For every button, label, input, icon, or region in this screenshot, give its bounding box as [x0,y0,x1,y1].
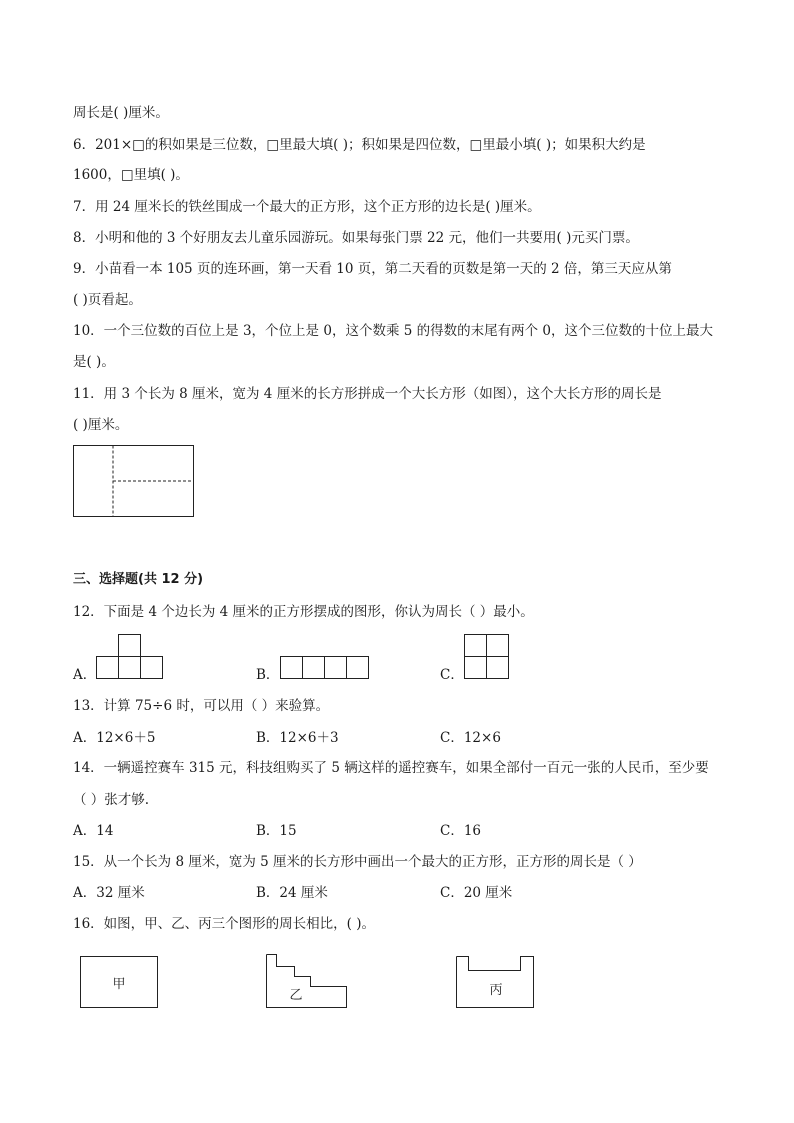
q12-figure-b [280,656,372,680]
q15-option-b[interactable]: B．24 厘米 [256,885,328,901]
q16-label-jia: 甲 [112,977,126,992]
q10-line1: 10．一个三位数的百位上是 3，个位上是 0，这个数乘 5 的得数的末尾有两个 0，这个三位数的十位上最大 [73,323,713,339]
q16-label-yi: 乙 [289,988,303,1003]
q12-option-b[interactable]: B． [256,667,280,683]
q16-label-bing: 丙 [489,983,503,998]
q11-rectangle-figure [73,445,195,517]
q6-line2: 1600，□里填( )。 [73,167,189,183]
q6-line1: 6．201×□的积如果是三位数，□里最大填( )；积如果是四位数，□里最小填( )；如果积大约是 [73,137,646,153]
q16-figure-jia [80,956,160,1010]
section-3-title: 三、选择题(共 12 分) [73,572,204,587]
q15-text: 15．从一个长为 8 厘米，宽为 5 厘米的长方形中画出一个最大的正方形，正方形的周长是（ ） [73,854,642,870]
q7: 7．用 24 厘米长的铁丝围成一个最大的正方形，这个正方形的边长是( )厘米。 [73,199,541,215]
q14-option-c[interactable]: C．16 [440,823,482,839]
q12-figure-a [96,634,166,680]
q13-text: 13．计算 75÷6 时，可以用（ ）来验算。 [73,698,330,714]
q5-tail: 周长是( )厘米。 [73,105,169,121]
q11-line1: 11．用 3 个长为 8 厘米，宽为 4 厘米的长方形拼成一个大长方形（如图），这个大长方形的周长是 [73,386,662,402]
q15-option-c[interactable]: C．20 厘米 [440,885,513,901]
q9-line2: ( )页看起。 [73,292,142,308]
q10-line2: 是( )。 [73,354,115,370]
q11-line2: ( )厘米。 [73,417,129,433]
q13-option-c[interactable]: C．12×6 [440,730,501,746]
q16-text: 16．如图，甲、乙、丙三个图形的周长相比，( )。 [73,916,376,932]
q12-option-a[interactable]: A． [73,667,97,683]
q13-option-a[interactable]: A．12×6＋5 [73,730,156,746]
q12-text: 12．下面是 4 个边长为 4 厘米的正方形摆成的图形，你认为周长（ ）最小。 [73,604,534,620]
q12-option-c[interactable]: C． [440,667,464,683]
q16-figure-yi [266,954,350,1010]
q16-figure-bing [456,956,536,1010]
q14-text-line2: （ ）张才够. [73,792,150,808]
q14-option-b[interactable]: B．15 [256,823,297,839]
q9-line1: 9．小苗看一本 105 页的连环画，第一天看 10 页，第二天看的页数是第一天的 2 倍，第三天应从第 [73,261,672,277]
q15-option-a[interactable]: A．32 厘米 [73,885,145,901]
q13-option-b[interactable]: B．12×6＋3 [256,730,339,746]
q8: 8．小明和他的 3 个好朋友去儿童乐园游玩。如果每张门票 22 元，他们一共要用( )元买门票。 [73,230,639,246]
q14-text-line1: 14．一辆遥控赛车 315 元，科技组购买了 5 辆这样的遥控赛车，如果全部付一百元一张的人民币，至少要 [73,760,709,776]
q12-figure-c [464,634,512,680]
q14-option-a[interactable]: A．14 [73,823,114,839]
